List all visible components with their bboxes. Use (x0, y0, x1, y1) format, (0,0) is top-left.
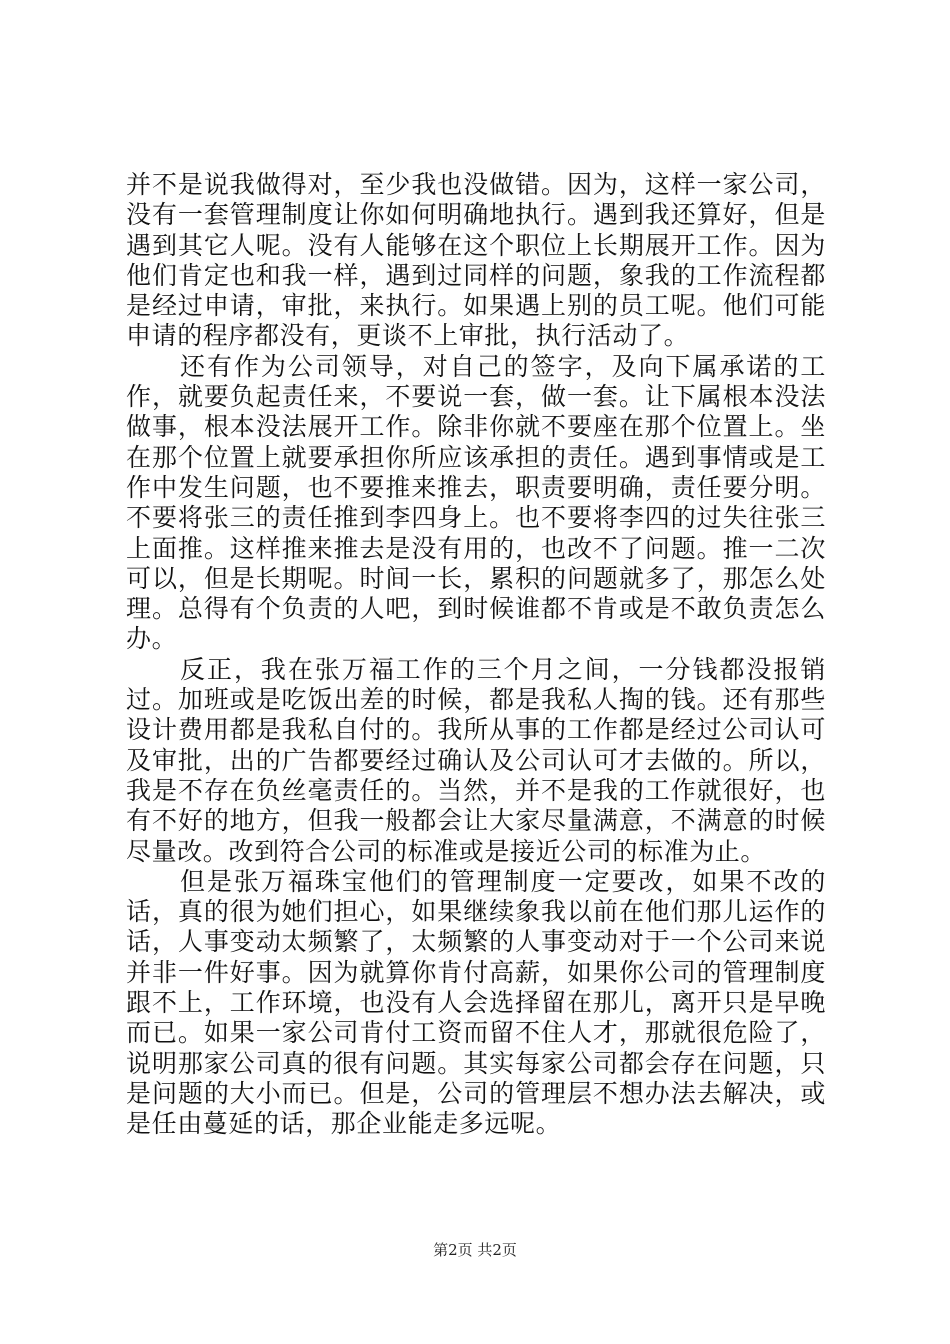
paragraph-1: 并不是说我做得对，至少我也没做错。因为，这样一家公司，没有一套管理制度让你如何明确地执行。遇到我还算好，但是遇到其它人呢。没有人能够在这个职位上长期展开工作。因为他们肯定也和我一样，遇到过同样的问题，象我的工作流程都是经过申请，审批，来执行。如果遇上别的员工呢。他们可能申请的程序都没有，更谈不上审批，执行活动了。 (126, 170, 826, 351)
page-number-label: 第2页 共2页 (433, 1241, 517, 1259)
body-text (126, 170, 826, 1140)
paragraph-4: 但是张万福珠宝他们的管理制度一定要改，如果不改的话，真的很为她们担心，如果继续象我以前在他们那儿运作的话，人事变动太频繁了，太频繁的人事变动对于一个公司来说并非一件好事。因为就算你肯付高薪，如果你公司的管理制度跟不上，工作环境，也没有人会选择留在那儿，离开只是早晚而已。如果一家公司肯付工资而留不住人才，那就很危险了，说明那家公司真的很有问题。其实每家公司都会存在问题，只是问题的大小而已。但是，公司的管理层不想办法去解决，或是任由蔓延的话，那企业能走多远呢。 (126, 866, 826, 1139)
page-footer (0, 1240, 950, 1260)
paragraph-3: 反正，我在张万福工作的三个月之间，一分钱都没报销过。加班或是吃饭出差的时候，都是我私人掏的钱。还有那些设计费用都是我私自付的。我所从事的工作都是经过公司认可及审批，出的广告都要经过确认及公司认可才去做的。所以，我是不存在负丝毫责任的。当然，并不是我的工作就很好，也有不好的地方，但我一般都会让大家尽量满意，不满意的时候尽量改。改到符合公司的标准或是接近公司的标准为止。 (126, 654, 826, 866)
paragraph-2: 还有作为公司领导，对自己的签字，及向下属承诺的工作，就要负起责任来，不要说一套，做一套。让下属根本没法做事，根本没法展开工作。除非你就不要座在那个位置上。坐在那个位置上就要承担你所应该承担的责任。遇到事情或是工作中发生问题，也不要推来推去，职责要明确，责任要分明。不要将张三的责任推到李四身上。也不要将李四的过失往张三上面推。这样推来推去是没有用的，也改不了问题。推一二次可以，但是长期呢。时间一长，累积的问题就多了，那怎么处理。总得有个负责的人吧，到时候谁都不肯或是不敢负责怎么办。 (126, 351, 826, 654)
